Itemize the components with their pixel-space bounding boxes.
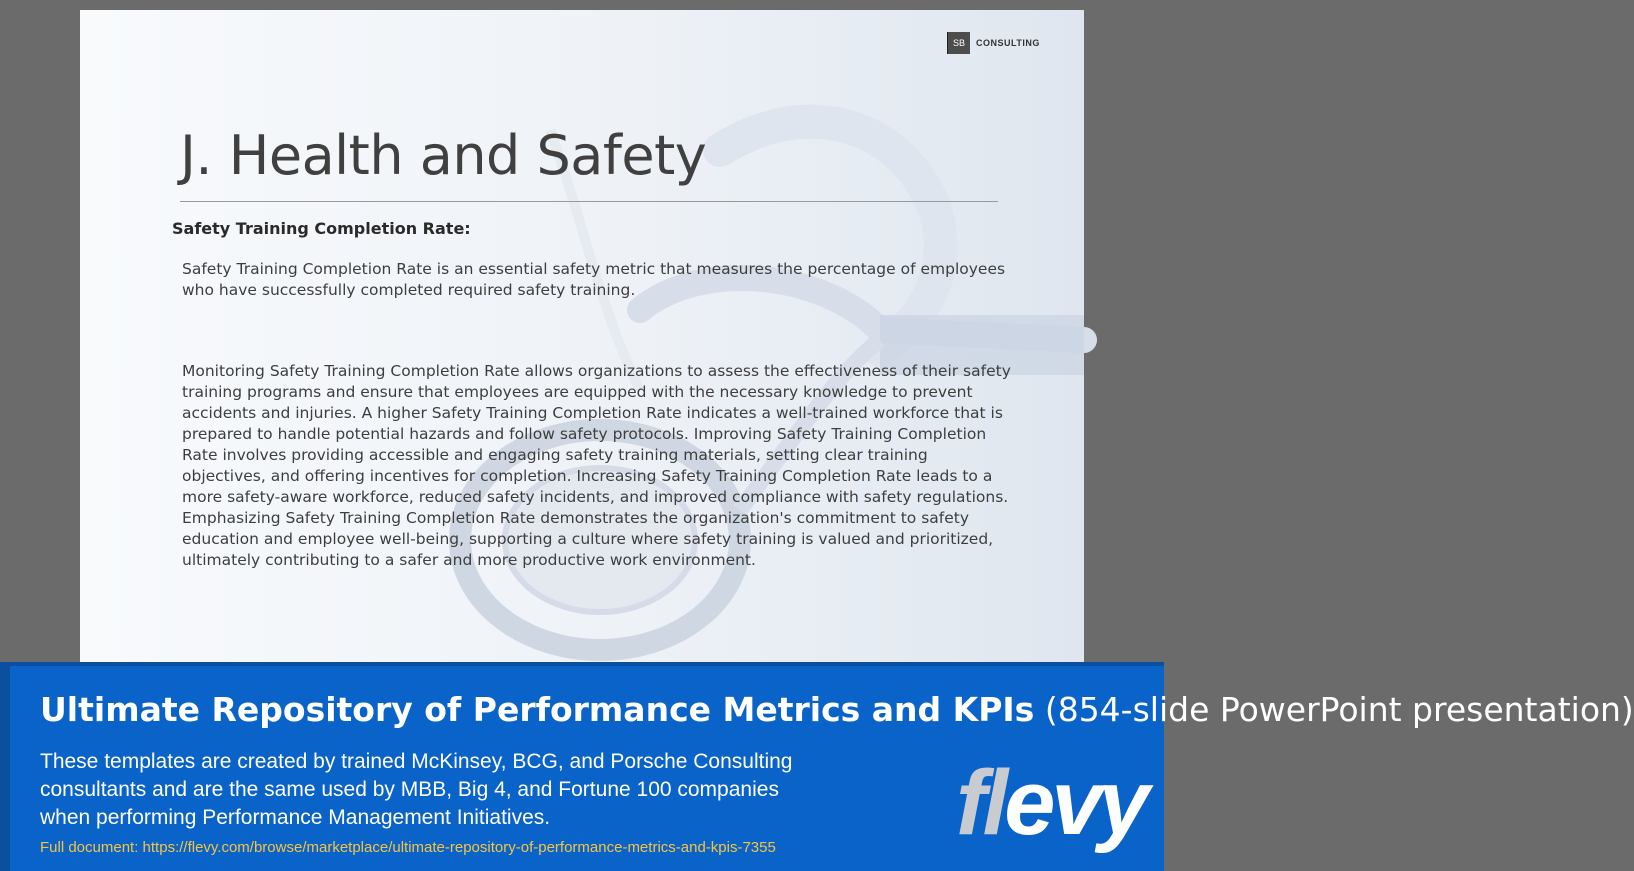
slide xyxy=(80,10,1084,662)
definition-paragraph: Safety Training Completion Rate is an essential safety metric that measures the percentage of employees who have successfully completed required safety training. xyxy=(182,260,1006,299)
flevy-logo-rest: evy xyxy=(1004,752,1146,854)
banner-description: These templates are created by trained McKinsey, BCG, and Porsche Consulting consultants and are the same used by MBB, Big 4, and Fortune 100 companies when performing Performance Management Initiatives. xyxy=(40,750,793,829)
section-heading: Safety Training Completion Rate: xyxy=(172,219,471,238)
banner-title xyxy=(40,690,1634,729)
banner-top-border xyxy=(0,662,1164,666)
banner-left-border xyxy=(0,666,10,871)
promo-banner xyxy=(0,662,1634,871)
slide-title: J. Health and Safety xyxy=(180,124,707,187)
banner-title-bold: Ultimate Repository of Performance Metrics and KPIs xyxy=(40,690,1035,729)
sb-consulting-logo xyxy=(947,32,1040,54)
banner-title-light: (854-slide PowerPoint presentation) xyxy=(1034,690,1634,729)
logo-mark: SB xyxy=(947,32,970,54)
full-document-link[interactable]: Full document: https://flevy.com/browse/marketplace/ultimate-repository-of-performance-metrics-and-kpis-7355 xyxy=(40,839,776,856)
explanation-paragraph: Monitoring Safety Training Completion Rate allows organizations to assess the effectiveness of their safety training programs and ensure that employees are equipped with the necessary knowledge to prevent accidents and injuries. A higher Safety Training Completion Rate indicates a well-trained workforce that is prepared to handle potential hazards and follow safety protocols. Improving Safety Training Completion Rate involves providing accessible and engaging safety training materials, setting clear training objectives, and offering incentives for completion. Increasing Safety Training Completion Rate leads to a more safety-aware workforce, reduced safety incidents, and improved compliance with safety regulations. Emphasizing Safety Training Completion Rate demonstrates the organization's commitment to safety education and employee well-being, supporting a culture where safety training is valued and prioritized, ultimately contributing to a safer and more productive work environment. xyxy=(182,362,1011,569)
flevy-logo[interactable] xyxy=(956,752,1146,854)
flevy-logo-fl: fl xyxy=(956,752,1005,854)
title-divider xyxy=(180,201,998,202)
logo-text: CONSULTING xyxy=(976,38,1040,48)
